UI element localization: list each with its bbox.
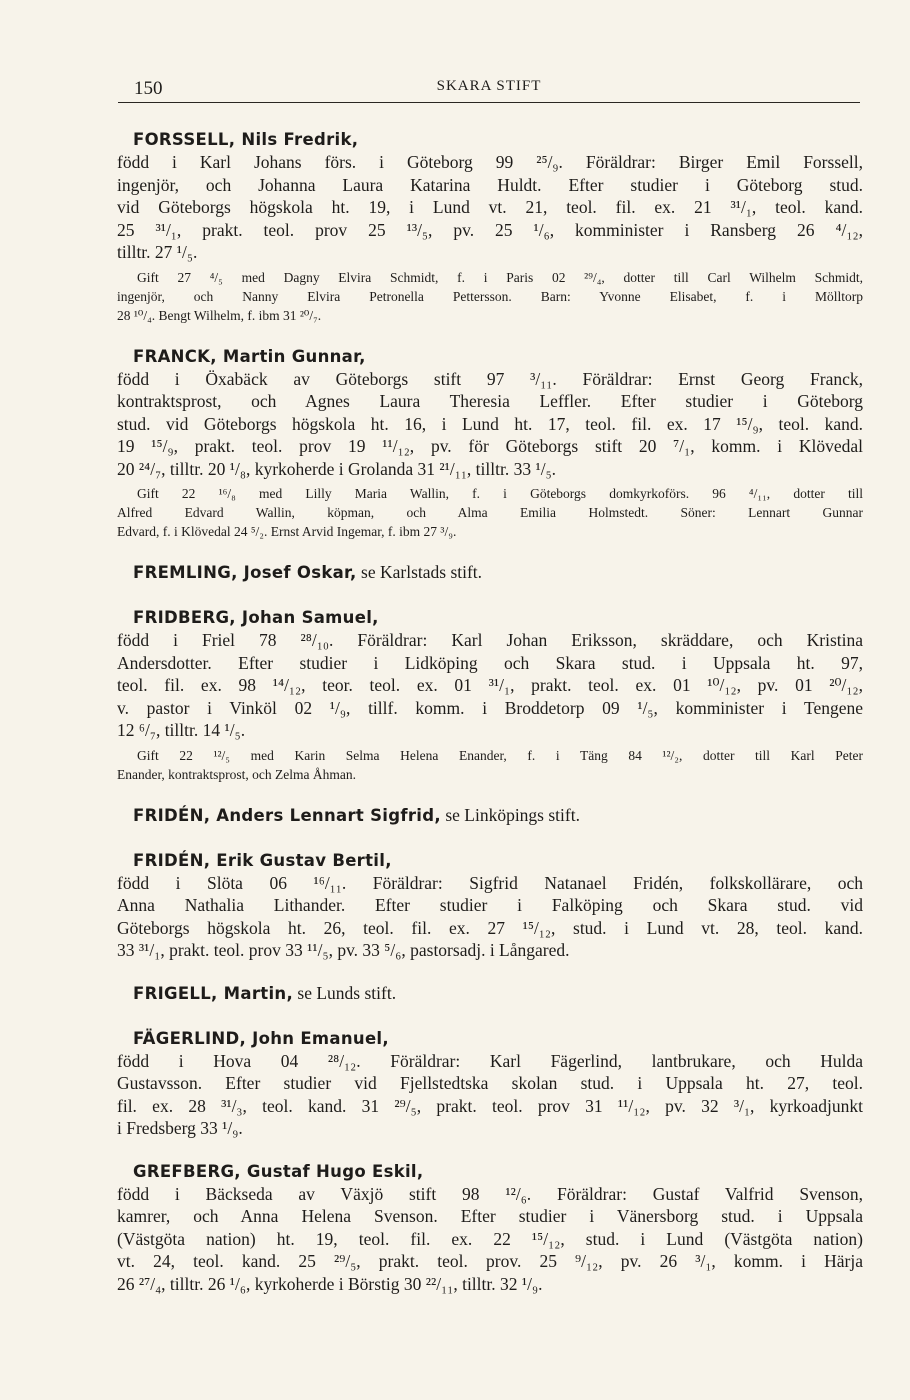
entry-heading [133, 849, 863, 872]
entry-name: FREMLING, Josef Oskar, [133, 563, 357, 582]
entry-text-line: 33 ³¹/₁, prakt. teol. prov 33 ¹¹/₅, pv. 33 ⁵/₆, pastorsadj. i Långared. [117, 940, 570, 960]
entry-text-line: född i Slöta 06 ¹⁶/₁₁. Föräldrar: Sigfrid Natanael Fridén, folkskollärare, och [117, 872, 863, 893]
entry-name: FÄGERLIND, John Emanuel, [133, 1028, 389, 1048]
cross-reference: se Linköpings stift. [440, 804, 580, 825]
entry-text-line: fil. ex. 28 ³¹/₃, teol. kand. 31 ²⁹/₅, prakt. teol. prov 31 ¹¹/₁₂, pv. 32 ³/₁, kyrkoadjunkt [117, 1095, 863, 1116]
entry-text-line: Gustavsson. Efter studier vid Fjellstedtska skolan stud. i Uppsala ht. 27, teol. [117, 1073, 863, 1093]
running-title: SKARA STIFT [436, 78, 542, 94]
entry-text-line: vid Göteborgs högskola ht. 19, i Lund vt. 21, teol. fil. ex. 21 ³¹/₁, teol. kand. [117, 197, 863, 217]
entry-text-line: kontraktsprost, och Agnes Laura Theresia Leffler. Efter studier i Göteborg [117, 391, 863, 411]
family-text-line: Edvard, f. i Klövedal 24 ⁵/₂. Ernst Arvid Ingemar, f. ibm 27 ³/₉. [117, 524, 457, 539]
entry-name: FRIDÉN, Erik Gustav Bertil, [133, 850, 392, 870]
family-text-line: Gift 27 ⁴/₅ med Dagny Elvira Schmidt, f. i Paris 02 ²⁹/₄, dotter till Carl Wilhelm Schmidt, [137, 269, 863, 285]
cross-reference: se Karlstads stift. [356, 562, 483, 582]
biography-entry [117, 1027, 863, 1140]
entry-text-line: teol. fil. ex. 98 ¹⁴/₁₂, teor. teol. ex. 01 ³¹/₁, prakt. teol. ex. 01 ¹⁰/₁₂, pv. 01 ²⁰/₁₂, [117, 675, 863, 695]
entry-text-line: Göteborgs högskola ht. 26, teol. fil. ex. 27 ¹⁵/₁₂, stud. i Lund vt. 28, teol. kand. [117, 917, 863, 938]
entry-name: FRIDBERG, Johan Samuel, [133, 608, 379, 627]
entry-text-line: 19 ¹⁵/₉, prakt. teol. prov 19 ¹¹/₁₂, pv. för Göteborgs stift 20 ⁷/₁, komm. i Klövedal [117, 436, 863, 456]
family-text-line: ingenjör, och Nanny Elvira Petronella Pettersson. Barn: Yvonne Elisabet, f. i Mölltorp [117, 288, 863, 304]
entry-text-line: i Fredsberg 33 ¹/₉. [117, 1118, 243, 1138]
entry-text-line: född i Friel 78 ²⁸/₁₀. Föräldrar: Karl Johan Eriksson, skräddare, och Kristina [117, 630, 863, 650]
entry-heading [133, 606, 863, 629]
entry-text-line: 26 ²⁷/₄, tilltr. 26 ¹/₆, kyrkoherde i Börstig 30 ²²/₁₁, tilltr. 32 ¹/₉. [117, 1273, 543, 1294]
biography-entry [117, 1160, 863, 1296]
page-number: 150 [134, 78, 163, 99]
entry-name: FRIGELL, Martin, [133, 983, 294, 1003]
entry-heading [133, 1027, 863, 1050]
biography-entry [117, 982, 863, 1005]
entry-text-line: Anna Nathalia Lithander. Efter studier i Falköping och Skara stud. vid [117, 895, 863, 915]
entry-text-line: ingenjör, och Johanna Laura Katarina Huldt. Efter studier i Göteborg stud. [117, 174, 863, 195]
biography-entry [117, 849, 863, 962]
entries [117, 128, 863, 1315]
entry-name: FRIDÉN, Anders Lennart Sigfrid, [133, 805, 441, 825]
entry-text-line: född i Hova 04 ²⁸/₁₂. Föräldrar: Karl Fägerlind, lantbrukare, och Hulda [117, 1050, 863, 1071]
entry-heading [133, 128, 863, 151]
biography-entry [117, 128, 863, 325]
family-text-line: Gift 22 ¹⁶/₈ med Lilly Maria Wallin, f. i Göteborgs domkyrkoförs. 96 ⁴/₁₁, dotter till [137, 486, 863, 501]
biography-entry [117, 345, 863, 542]
entry-text-line: stud. vid Göteborgs högskola ht. 16, i Lund ht. 17, teol. fil. ex. 17 ¹⁵/₉, teol. kand. [117, 413, 863, 434]
biography-entry [117, 561, 863, 584]
biography-entry [117, 606, 863, 784]
entry-name: GREFBERG, Gustaf Hugo Eskil, [133, 1161, 424, 1181]
cross-reference: se Lunds stift. [293, 982, 397, 1003]
entry-text-line: vt. 24, teol. kand. 25 ²⁹/₅, prakt. teol. prov. 25 ⁹/₁₂, pv. 26 ³/₁, komm. i Härja [117, 1251, 863, 1271]
entry-heading [133, 804, 863, 827]
entry-text-line: född i Karl Johans förs. i Göteborg 99 ²⁵/₉. Föräldrar: Birger Emil Forssell, [117, 152, 863, 172]
entry-text-line: (Västgöta nation) ht. 19, teol. fil. ex. 22 ¹⁵/₁₂, stud. i Lund (Västgöta nation) [117, 1228, 863, 1249]
family-text-line: Gift 22 ¹²/₅ med Karin Selma Helena Enander, f. i Täng 84 ¹²/₂, dotter till Karl Peter [137, 747, 863, 763]
biography-entry [117, 804, 863, 827]
family-text-line: Alfred Edvard Wallin, köpman, och Alma Emilia Holmstedt. Söner: Lennart Gunnar [117, 505, 863, 520]
entry-heading [133, 1160, 863, 1183]
entry-text-line: född i Öxabäck av Göteborgs stift 97 ³/₁₁. Föräldrar: Ernst Georg Franck, [117, 368, 863, 389]
entry-text-line: född i Bäckseda av Växjö stift 98 ¹²/₆. Föräldrar: Gustaf Valfrid Svenson, [117, 1183, 863, 1204]
family-text-line: Enander, kontraktsprost, och Zelma Åhman. [117, 766, 357, 782]
entry-text-line: kamrer, och Anna Helena Svenson. Efter studier i Vänersborg stud. i Uppsala [117, 1206, 863, 1226]
entry-text-line: Andersdotter. Efter studier i Lidköping och Skara stud. i Uppsala ht. 97, [117, 652, 863, 673]
entry-text-line: 20 ²⁴/₇, tilltr. 20 ¹/₈, kyrkoherde i Grolanda 31 ²¹/₁₁, tilltr. 33 ¹/₅. [117, 458, 557, 479]
page-header [118, 74, 860, 103]
entry-name: FRANCK, Martin Gunnar, [133, 346, 366, 366]
entry-heading [133, 561, 863, 584]
entry-text-line: v. pastor i Vinköl 02 ¹/₉, tillf. komm. i Broddetorp 09 ¹/₅, komminister i Tengene [117, 697, 863, 718]
entry-name: FORSSELL, Nils Fredrik, [133, 130, 359, 149]
family-text-line: 28 ¹⁰/₄. Bengt Wilhelm, f. ibm 31 ²⁰/₇. [117, 307, 322, 323]
entry-heading [133, 982, 863, 1005]
entry-heading [133, 345, 863, 368]
entry-text-line: tilltr. 27 ¹/₅. [117, 242, 198, 262]
entry-text-line: 12 ⁶/₇, tilltr. 14 ¹/₅. [117, 720, 246, 740]
entry-text-line: 25 ³¹/₁, prakt. teol. prov 25 ¹³/₅, pv. 25 ¹/₆, komminister i Ransberg 26 ⁴/₁₂, [117, 219, 863, 240]
